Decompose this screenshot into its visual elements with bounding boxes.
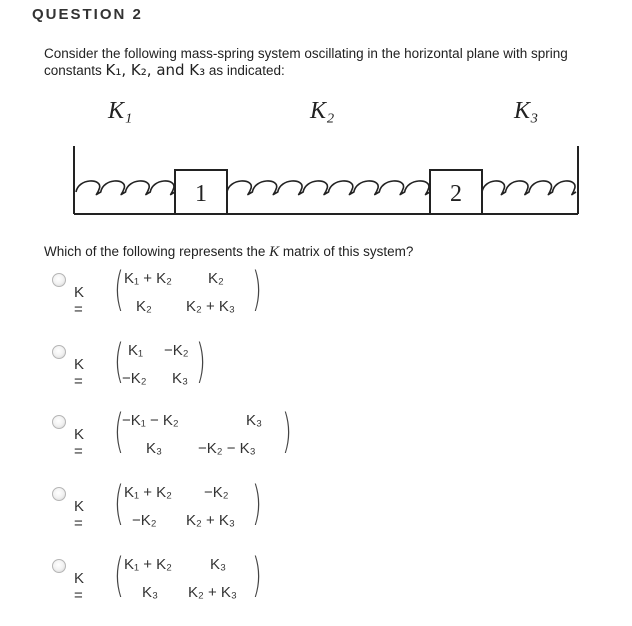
matrix-question	[44, 244, 413, 261]
spring-k2	[227, 181, 430, 195]
option-3-radio[interactable]	[52, 415, 66, 429]
option-1-right-paren: )	[252, 262, 262, 316]
option-2-left-paren: (	[114, 334, 124, 388]
option-1-cell-12: K₂	[208, 270, 224, 287]
option-5-left-paren: (	[114, 548, 124, 602]
option-4-cell-11: K₁ + K₂	[124, 484, 172, 501]
option-1-cell-22: K₂ + K₃	[186, 298, 236, 315]
option-2-cell-11: K₁	[128, 342, 144, 359]
spring-label-k3: K₃	[514, 98, 539, 124]
option-2-right-paren: )	[196, 334, 206, 388]
option-3-cell-11: −K₁ − K₂	[122, 412, 179, 429]
option-2-radio[interactable]	[52, 345, 66, 359]
spring-k1	[76, 181, 175, 195]
option-2-cell-12: −K₂	[164, 342, 189, 359]
question-prompt	[44, 46, 614, 79]
option-2-label: K =	[74, 356, 85, 390]
option-4-left-paren: (	[114, 476, 124, 530]
matrix-question-text: Which of the following represents the	[44, 244, 270, 259]
option-3-left-paren: (	[114, 404, 124, 458]
option-3-cell-22: −K₂ − K₃	[198, 440, 256, 457]
option-5-radio[interactable]	[52, 559, 66, 573]
option-5-cell-22: K₂ + K₃	[188, 584, 238, 601]
option-5-right-paren: )	[252, 548, 262, 602]
option-1-cell-11: K₁ + K₂	[124, 270, 172, 287]
option-4-right-paren: )	[252, 476, 262, 530]
option-4-label: K =	[74, 498, 85, 532]
option-1-label: K =	[74, 284, 85, 318]
mass-1-label: 1	[195, 181, 207, 207]
prompt-constants: K₁, K₂, and K₃	[105, 61, 206, 79]
option-2-cell-22: K₃	[172, 370, 189, 387]
mass-2-label: 2	[450, 181, 462, 207]
option-3-label: K =	[74, 426, 85, 460]
option-5-cell-21: K₃	[142, 584, 159, 601]
option-1-cell-21: K₂	[136, 298, 152, 315]
spring-k3	[482, 181, 576, 195]
spring-label-k2: K₂	[310, 98, 335, 124]
matrix-question-text-end: matrix of this system?	[279, 244, 414, 259]
matrix-question-var: K	[269, 244, 280, 260]
option-1-left-paren: (	[114, 262, 124, 316]
option-5-cell-11: K₁ + K₂	[124, 556, 172, 573]
option-4-radio[interactable]	[52, 487, 66, 501]
option-5-cell-12: K₃	[210, 556, 227, 573]
option-5-label: K =	[74, 570, 85, 604]
option-4-cell-12: −K₂	[204, 484, 229, 501]
prompt-text-end: as indicated:	[205, 63, 285, 78]
question-number: QUESTION 2	[32, 6, 143, 23]
mass-spring-diagram	[68, 94, 588, 224]
option-2-cell-21: −K₂	[122, 370, 147, 387]
spring-label-k1: K₁	[108, 98, 133, 124]
prompt-text: Consider the following mass-spring system oscillating in the horizontal plane with spring constants	[44, 46, 568, 78]
option-3-right-paren: )	[282, 404, 292, 458]
option-4-cell-22: K₂ + K₃	[186, 512, 236, 529]
option-3-cell-12: K₃	[246, 412, 263, 429]
option-3-cell-21: K₃	[146, 440, 163, 457]
option-1-radio[interactable]	[52, 273, 66, 287]
option-4-cell-21: −K₂	[132, 512, 157, 529]
